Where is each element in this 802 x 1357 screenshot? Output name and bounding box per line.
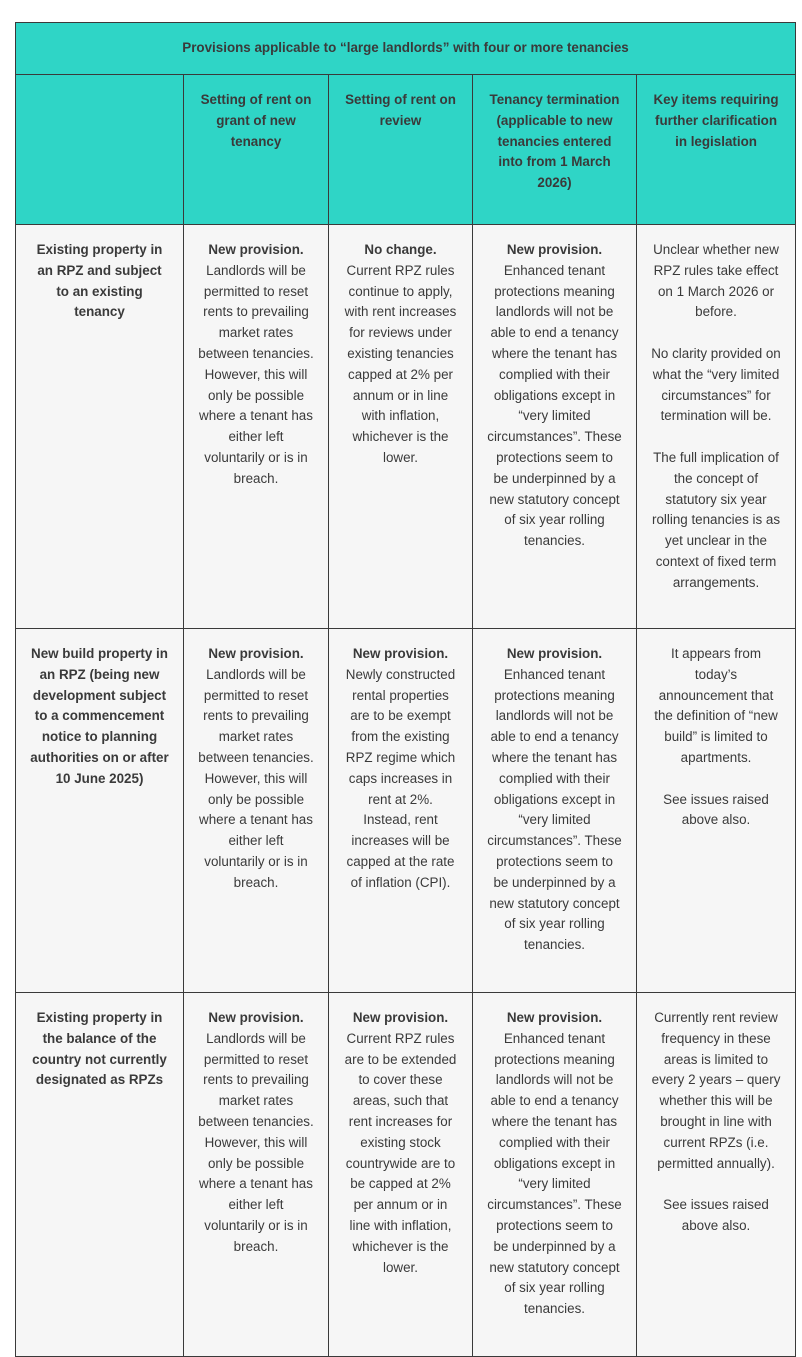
header-clarification: Key items requiring further clarification in legislation: [637, 75, 796, 225]
clarification-paragraph: Unclear whether new RPZ rules take effect on 1 March 2026 or before.: [653, 242, 779, 320]
clarification-paragraph: See issues raised above also.: [663, 1197, 769, 1233]
clarification-paragraph: See issues raised above also.: [663, 791, 769, 828]
row-label: Existing property in an RPZ and subject to an existing tenancy: [16, 225, 184, 629]
cell-rent-on-grant: [184, 993, 329, 1357]
table-header-row: [16, 75, 796, 225]
cell-text: Newly constructed rental properties are to be exempt from the existing RPZ regime which caps increases in rent at 2%. Instead, rent increases will be capped at the rate of inflation (CPI).: [345, 666, 456, 890]
row-label: Existing property in the balance of the country not currently designated as RPZs: [16, 993, 184, 1357]
clarification-paragraph: It appears from today’s announcement that the definition of “new build” is limited to apartments.: [654, 646, 778, 765]
cell-lead: New provision.: [208, 646, 304, 661]
clarification-paragraph: Currently rent review frequency in these areas is limited to every 2 years – query whether this will be brought in line with current RPZs (i.e. permitted annually).: [651, 1010, 781, 1171]
cell-lead: New provision.: [352, 1010, 449, 1025]
cell-text: Enhanced tenant protections meaning landlords will not be able to end a tenancy where the tenant has complied with their obligations except in “very limited circumstances”. These protections seem to be underpinned by a new statutory concept of six year rolling tenancies.: [487, 262, 622, 549]
cell-lead: New provision.: [352, 646, 449, 661]
cell-lead: No change.: [364, 242, 437, 257]
cell-tenancy-termination: [473, 993, 637, 1357]
cell-lead: New provision.: [208, 242, 304, 257]
cell-text: Landlords will be permitted to reset rents to prevailing market rates between tenancies. However, this will only be possible where a tenant has either left voluntarily or is in breach.: [198, 1030, 314, 1254]
paragraph-gap: [651, 427, 781, 448]
cell-rent-on-grant: [184, 629, 329, 993]
row-label: New build property in an RPZ (being new development subject to a commencement notice to planning authorities on or after 10 June 2025): [16, 629, 184, 993]
cell-tenancy-termination: [473, 225, 637, 629]
cell-rent-on-review: [329, 225, 473, 629]
table-title-row: [16, 23, 796, 75]
cell-text: Current RPZ rules continue to apply, with rent increases for reviews under existing tenancies capped at 2% per annum or in line with inflation, whichever is the lower.: [344, 262, 457, 465]
paragraph-gap: [651, 1174, 781, 1195]
cell-rent-on-review: [329, 993, 473, 1357]
header-empty: [16, 75, 184, 225]
cell-clarification: [637, 993, 796, 1357]
provisions-table-container: [15, 22, 795, 1357]
cell-text: Landlords will be permitted to reset rents to prevailing market rates between tenancies. However, this will only be possible where a tenant has either left voluntarily or is in breach.: [198, 666, 314, 890]
cell-text: Enhanced tenant protections meaning landlords will not be able to end a tenancy where the tenant has complied with their obligations except in “very limited circumstances”. These protections seem to be underpinned by a new statutory concept of six year rolling tenancies.: [487, 666, 622, 953]
table-row: [16, 225, 796, 629]
cell-clarification: [637, 629, 796, 993]
cell-text: Current RPZ rules are to be extended to cover these areas, such that rent increases for existing stock countrywide are to be capped at 2% per annum or in line with inflation, whichever is the lower.: [344, 1030, 457, 1275]
header-tenancy-termination: Tenancy termination (applicable to new tenancies entered into from 1 March 2026): [473, 75, 637, 225]
cell-lead: New provision.: [506, 1010, 603, 1025]
cell-text: Landlords will be permitted to reset rents to prevailing market rates between tenancies. However, this will only be possible where a tenant has either left voluntarily or is in breach.: [198, 262, 314, 486]
clarification-paragraph: The full implication of the concept of statutory six year rolling tenancies is as yet unclear in the context of fixed term arrangements.: [652, 449, 781, 590]
table-title: Provisions applicable to “large landlords” with four or more tenancies: [16, 23, 796, 75]
cell-lead: New provision.: [208, 1010, 304, 1025]
cell-lead: New provision.: [506, 242, 603, 257]
header-rent-on-review: Setting of rent on review: [329, 75, 473, 225]
provisions-table: [15, 22, 796, 1357]
cell-text: Enhanced tenant protections meaning landlords will not be able to end a tenancy where the tenant has complied with their obligations except in “very limited circumstances”. These protections seem to be underpinned by a new statutory concept of six year rolling tenancies.: [487, 1030, 622, 1317]
clarification-paragraph: No clarity provided on what the “very limited circumstances” for termination will be.: [651, 345, 781, 424]
cell-lead: New provision.: [506, 646, 603, 661]
cell-rent-on-grant: [184, 225, 329, 629]
cell-tenancy-termination: [473, 629, 637, 993]
table-row: [16, 993, 796, 1357]
cell-rent-on-review: [329, 629, 473, 993]
table-row: [16, 629, 796, 993]
paragraph-gap: [651, 323, 781, 344]
header-rent-on-grant: Setting of rent on grant of new tenancy: [184, 75, 329, 225]
paragraph-gap: [651, 769, 781, 790]
cell-clarification: [637, 225, 796, 629]
